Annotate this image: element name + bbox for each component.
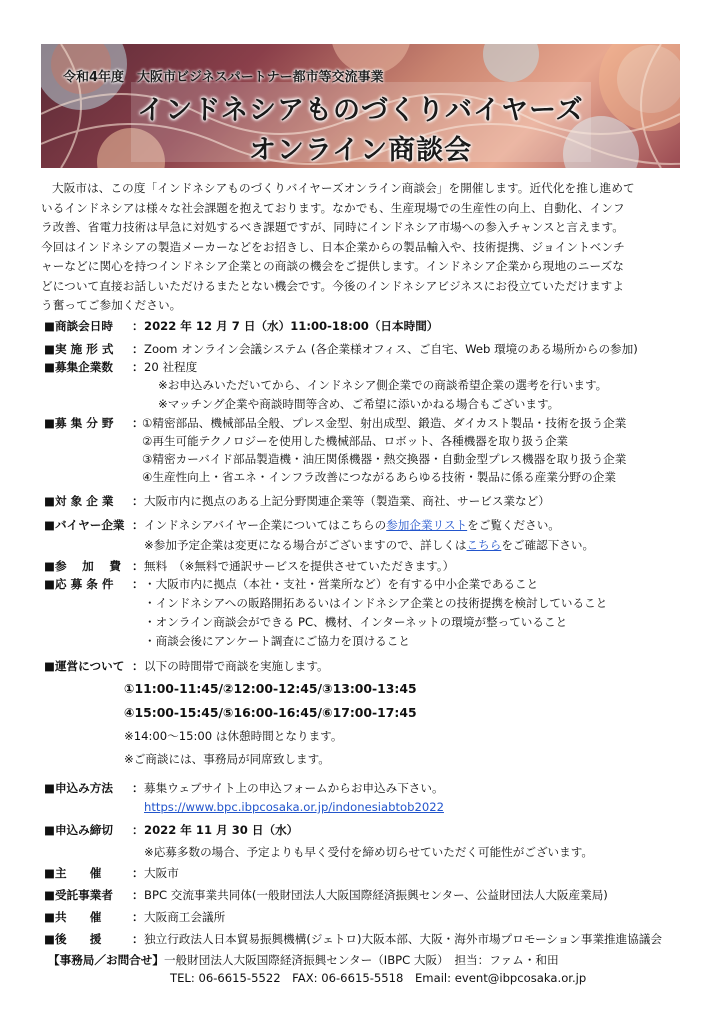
count-note-1: ※お申込みいただいてから、インドネシア側企業での商談希望企業の選考を行います。 (158, 378, 608, 392)
conditions-colon: ： (132, 577, 144, 591)
intro-line: う奮ってご参加ください。 (41, 298, 182, 312)
banner-subtitle: 令和4年度 大阪市ビジネスパートナー都市等交流事業 (63, 70, 384, 85)
apply-value: 募集ウェブサイト上の申込フォームからお申込み下さい。 (144, 781, 444, 795)
count-colon: ： (132, 360, 144, 374)
contact-label: 【事務局／お問合せ】 (48, 953, 164, 967)
condition-item-2: ・インドネシアへの販路開拓あるいはインドネシア企業との技術提携を検討していること (144, 596, 608, 610)
application-url-link[interactable]: https://www.bpc.ibpcosaka.or.jp/indonesiabtob2022 (144, 800, 444, 814)
time-slots-line-1: ①11:00-11:45/②12:00-12:45/③13:00-13:45 (124, 681, 417, 696)
format-label: ■実 施 形 式 (44, 342, 114, 356)
intro-line: どについて直接お話しいただけるまたとない機会です。今後のインドネシアビジネスにお役立ていただけますよ (41, 278, 625, 293)
intro-line: 大阪市は、この度「インドネシアものづくりバイヤーズオンライン商談会」を開催します。近代化を推し進めて (52, 181, 635, 195)
cohost-colon: ： (132, 910, 144, 924)
intro-line: 今回はインドネシアの製造メーカーなどをお招きし、日本企業からの製品輸入や、技術提携、ジョイントベンチ (41, 239, 625, 254)
contractor-colon: ： (132, 888, 144, 902)
count-note-2: ※マッチング企業や商談時間等含め、ご希望に添いかねる場合もございます。 (158, 397, 560, 411)
fee-value: 無料 （※無料で通訳サービスを提供させていただきます。） (144, 559, 455, 573)
details-link[interactable]: こちら (466, 538, 502, 552)
intro-line: ャーなどに関心を持つインドネシア企業との商談の機会をご提供します。インドネシア企業から現地のニーズな (41, 259, 624, 273)
organizer-label: ■主 催 (44, 866, 102, 880)
conditions-label: ■応 募 条 件 (44, 577, 114, 591)
condition-item-3: ・オンライン商談会ができる PC、機材、インターネットの環境が整っていること (144, 615, 568, 629)
buyer-value (144, 516, 560, 534)
banner-title-line2: オンライン商談会 (248, 135, 473, 166)
buyer-note (144, 536, 594, 554)
intro-paragraph (41, 179, 689, 316)
header-banner (41, 44, 680, 168)
fields-colon: ： (132, 416, 144, 430)
deadline-colon: ： (132, 823, 144, 837)
attendance-note: ※ご商談には、事務局が同席致します。 (124, 752, 330, 766)
fields-label: ■募 集 分 野 (44, 416, 114, 430)
date-colon: ： (132, 319, 144, 333)
date-value: 2022 年 12 月 7 日（水）11:00-18:00（日本時間） (144, 319, 439, 333)
target-value: 大阪市内に拠点のある上記分野関連企業等（製造業、商社、サービス業など） (144, 494, 550, 508)
operation-colon: ： (132, 659, 144, 673)
fields-item-2: ②再生可能テクノロジーを使用した機械部品、ロボット、各種機器を取り扱う企業 (142, 434, 569, 448)
count-label: ■募集企業数 (44, 360, 113, 374)
buyer-note-post: をご確認下さい。 (501, 538, 595, 552)
banner-title-line1: インドネシアものづくりバイヤーズ (137, 95, 584, 126)
format-colon: ： (132, 342, 144, 356)
contact-info-line-2: TEL: 06-6615-5522 FAX: 06-6615-5518 Email: event@ibpcosaka.or.jp (170, 971, 587, 985)
operation-label: ■運営について (44, 659, 125, 673)
contact-info-line-1 (48, 952, 559, 968)
organizer-value: 大阪市 (144, 866, 179, 880)
fee-label: ■参 加 費 (44, 559, 121, 573)
participant-list-link[interactable]: 参加企業リスト (386, 518, 468, 532)
operation-value: 以下の時間帯で商談を実施します。 (144, 659, 329, 673)
cohost-value: 大阪商工会議所 (144, 910, 226, 924)
deadline-value: 2022 年 11 月 30 日（水） (144, 823, 299, 837)
buyer-text-post: をご覧ください。 (467, 518, 560, 532)
deadline-note: ※応募多数の場合、予定よりも早く受付を締め切らせていただく可能性がございます。 (144, 845, 594, 859)
buyer-text-pre: インドネシアバイヤー企業についてはこちらの (144, 518, 387, 532)
target-label: ■対 象 企 業 (44, 494, 114, 508)
intro-line: ラ改善、省電力技術は早急に対処するべき課題ですが、同時にインドネシア市場への参入チャンスと言えます。 (41, 220, 624, 234)
intro-line: いるインドネシアは様々な社会課題を抱えております。なかでも、生産現場での生産性の向上、自動化、インフ (41, 200, 625, 215)
condition-item-4: ・商談会後にアンケート調査にご協力を頂けること (144, 634, 410, 648)
cohost-label: ■共 催 (44, 910, 102, 924)
deadline-label: ■申込み締切 (44, 823, 113, 837)
contact-org: 一般財団法人大阪国際経済振興センター（IBPC 大阪） 担当：ファム・和田 (163, 953, 559, 967)
time-slots-line-2: ④15:00-15:45/⑤16:00-16:45/⑥17:00-17:45 (124, 705, 417, 720)
date-label: ■商談会日時 (44, 319, 113, 333)
count-value: 20 社程度 (144, 360, 198, 374)
break-note: ※14:00～15:00 は休憩時間となります。 (124, 729, 343, 743)
apply-label: ■申込み方法 (44, 781, 113, 795)
fields-item-3: ③精密カーバイド部品製造機・油圧関係機器・熱交換器・自動金型プレス機器を取り扱う企業 (142, 452, 627, 466)
target-colon: ： (132, 494, 144, 508)
support-value: 独立行政法人日本貿易振興機構(ジェトロ)大阪本部、大阪・海外市場プロモーション事業推進協議会 (144, 932, 663, 946)
buyer-label: ■バイヤー企業 (44, 518, 125, 532)
buyer-note-pre: ※参加予定企業は変更になる場合がございますので、詳しくは (144, 538, 467, 552)
fee-colon: ： (132, 559, 144, 573)
contractor-value: BPC 交流事業共同体(一般財団法人大阪国際経済振興センター、公益財団法人大阪産業局) (144, 888, 608, 902)
condition-item-1: ・大阪市内に拠点（本社・支社・営業所など）を有する中小企業であること (144, 577, 539, 591)
support-label: ■後 援 (44, 932, 102, 946)
format-value: Zoom オンライン会議システム (各企業様オフィス、ご自宅、Web 環境のある場所からの参加) (144, 342, 638, 356)
organizer-colon: ： (132, 866, 144, 880)
apply-colon: ： (132, 781, 144, 795)
contractor-label: ■受託事業者 (44, 888, 113, 902)
support-colon: ： (132, 932, 144, 946)
fields-item-1: ①精密部品、機械部品全般、プレス金型、射出成型、鍛造、ダイカスト製品・技術を扱う企業 (142, 416, 627, 430)
buyer-colon: ： (132, 518, 144, 532)
fields-item-4: ④生産性向上・省エネ・インフラ改善につながるあらゆる技術・製品に係る産業分野の企業 (142, 470, 616, 484)
